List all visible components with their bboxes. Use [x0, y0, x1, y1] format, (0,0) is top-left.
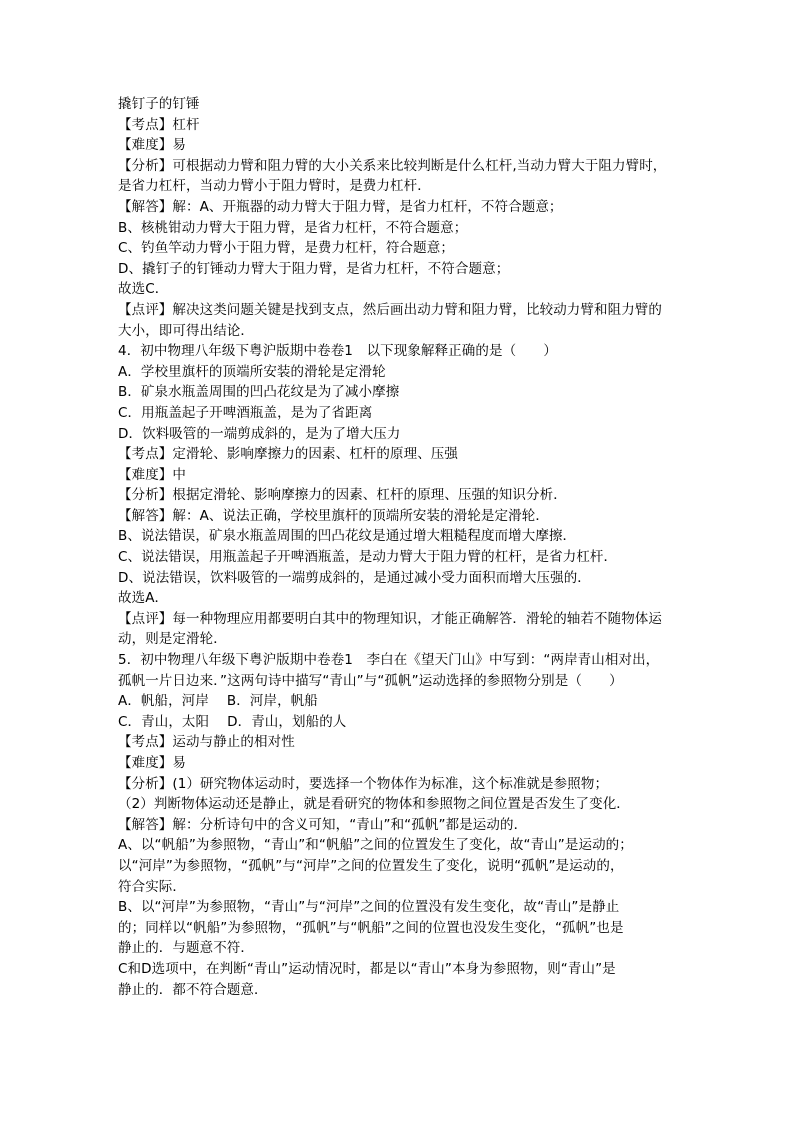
text-line: 【解答】解：分析诗句中的含义可知，“青山”和“孤帆”都是运动的． [118, 816, 528, 833]
text-line: 【难度】易 [118, 137, 186, 154]
text-line: 【分析】(1）研究物体运动时，要选择一个物体作为标准，这个标准就是参照物； [118, 775, 609, 792]
text-line: 故选A． [118, 590, 169, 607]
text-line: 【难度】中 [118, 466, 186, 483]
text-line: 【分析】根据定滑轮、影响摩擦力的因素、杠杆的原理、压强的知识分析． [118, 487, 567, 504]
text-line: 是省力杠杆，当动力臂小于阻力臂时，是费力杠杆． [118, 178, 431, 195]
text-line: 大小，即可得出结论． [118, 322, 254, 339]
text-line: B、核桃钳动力臂大于阻力臂，是省力杠杆，不符合题意； [118, 219, 468, 236]
question-5-stem: 孤帆一片日边来．”这两句诗中描写“青山”与“孤帆”运动选择的参照物分别是（ ） [118, 672, 623, 689]
text-line: 【考点】定滑轮、影响摩擦力的因素、杠杆的原理、压强 [118, 446, 458, 463]
text-line: C和D选项中，在判断“青山”运动情况时，都是以“青山”本身为参照物，则“青山”是 [118, 960, 616, 977]
option-c: C．用瓶盖起子开啤酒瓶盖，是为了省距离 [118, 404, 373, 421]
text-line: 以“河岸”为参照物，“孤帆”与“河岸”之间的位置发生了变化，说明“孤帆”是运动的， [118, 857, 624, 874]
option-d: D．饮料吸管的一端剪成斜的，是为了增大压力 [118, 425, 401, 442]
text-line: A、以“帆船”为参照物，“青山”和“帆船”之间的位置发生了变化，故“青山”是运动的； [118, 837, 633, 854]
text-line: 【考点】运动与静止的相对性 [118, 734, 295, 751]
text-line: D、撬钉子的钉锤动力臂大于阻力臂，是省力杠杆，不符合题意； [118, 260, 510, 277]
text-line: 【考点】杠杆 [118, 116, 200, 133]
text-line: B、说法错误，矿泉水瓶盖周围的凹凸花纹是通过增大粗糙程度而增大摩擦． [118, 528, 577, 545]
text-line: 【点评】解决这类问题关键是找到支点，然后画出动力臂和阻力臂，比较动力臂和阻力臂的 [118, 301, 662, 318]
text-line: 故选C． [118, 281, 169, 298]
options-ab: A．帆船，河岸 B．河岸，帆船 [118, 693, 318, 710]
text-line: 撬钉子的钉锤 [118, 96, 200, 112]
text-line: D、说法错误，饮料吸管的一端剪成斜的，是通过减小受力面积而增大压强的． [118, 569, 591, 586]
options-cd: C．青山，太阳 D．青山，划船的人 [118, 713, 347, 730]
text-line: 【难度】易 [118, 755, 186, 771]
text-line: 动，则是定滑轮． [118, 631, 227, 648]
text-line: （2）判断物体运动还是静止，就是看研究的物体和参照物之间位置是否发生了变化． [118, 796, 630, 813]
document-page [118, 94, 688, 1000]
text-line: 【解答】解：A、开瓶器的动力臂大于阻力臂，是省力杠杆，不符合题意； [118, 198, 563, 215]
text-line: B、以“河岸”为参照物，“青山”与“河岸”之间的位置没有发生变化，故“青山”是静止 [118, 899, 620, 916]
text-line: 【点评】每一种物理应用都要明白其中的物理知识，才能正确解答．滑轮的轴若不随物体运 [118, 610, 662, 627]
text-line: C、钓鱼竿动力臂小于阻力臂，是费力杠杆，符合题意； [118, 240, 454, 257]
text-line: 静止的．与题意不符． [118, 940, 254, 957]
text-line: 符合实际． [118, 878, 186, 895]
text-line: 静止的．都不符合题意． [118, 981, 268, 998]
question-5-stem: 5．初中物理八年级下粤沪版期中卷卷1 李白在《望天门山》中写到：“两岸青山相对出， [118, 652, 660, 669]
text-line: 的；同样以“帆船”为参照物，“孤帆”与“帆船”之间的位置也没发生变化，“孤帆”也是 [118, 919, 624, 936]
text-line: C、说法错误，用瓶盖起子开啤酒瓶盖，是动力臂大于阻力臂的杠杆，是省力杠杆． [118, 549, 618, 566]
question-4-stem: 4．初中物理八年级下粤沪版期中卷卷1 以下现象解释正确的是（ ） [118, 343, 557, 360]
option-b: B．矿泉水瓶盖周围的凹凸花纹是为了减小摩擦 [118, 384, 400, 401]
option-a: A．学校里旗杆的顶端所安装的滑轮是定滑轮 [118, 363, 386, 380]
text-line: 【解答】解：A、说法正确，学校里旗杆的顶端所安装的滑轮是定滑轮． [118, 507, 549, 524]
text-line: 【分析】可根据动力臂和阻力臂的大小关系来比较判断是什么杠杆,当动力臂大于阻力臂时， [118, 157, 667, 174]
